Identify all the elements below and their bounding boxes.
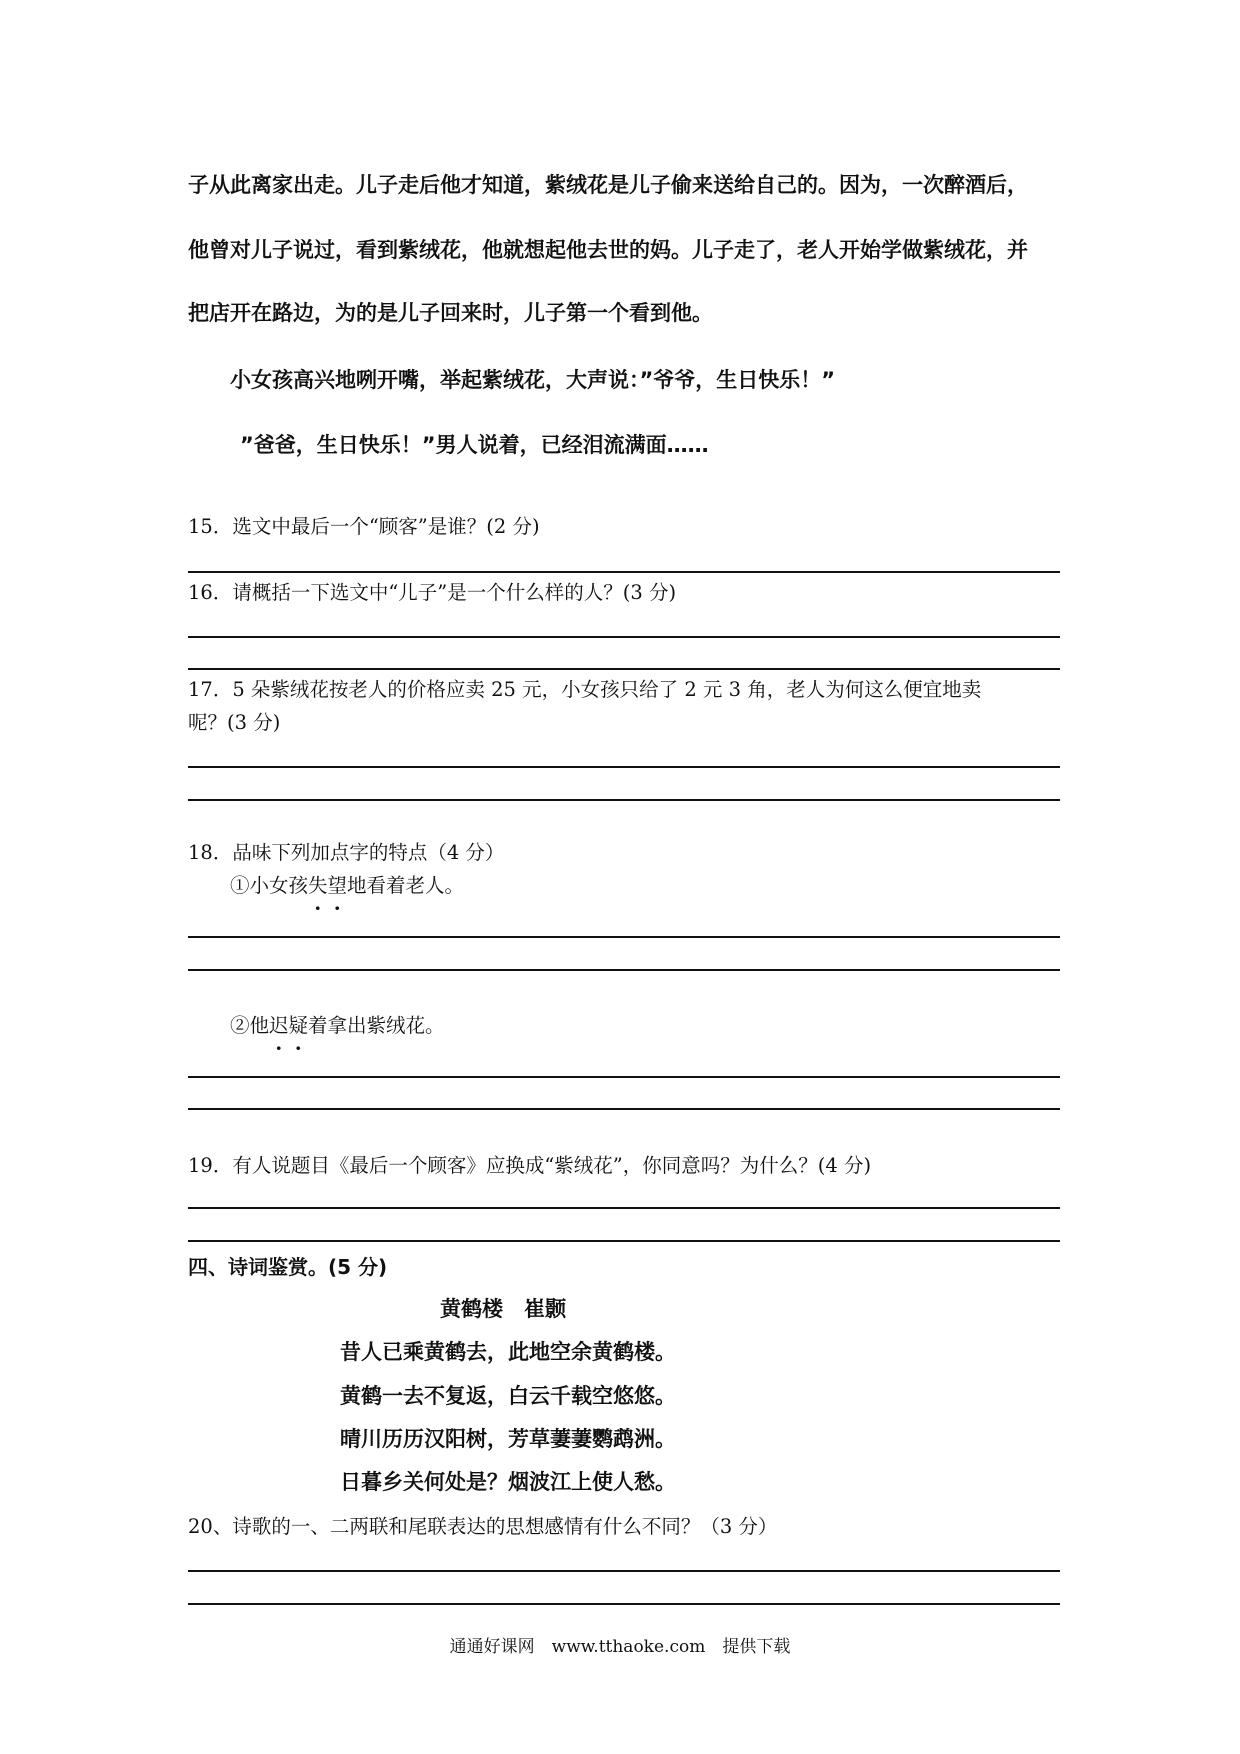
dotted-character: 失 — [308, 874, 328, 897]
story-paragraph-2: 小女孩高兴地咧开嘴，举起紫绒花，大声说：”爷爷，生日快乐！” — [230, 368, 836, 392]
story-paragraph-1-line-2: 他曾对儿子说过，看到紫绒花，他就想起他去世的妈。儿子走了，老人开始学做紫绒花，并 — [188, 238, 1028, 262]
answer-line[interactable] — [188, 1076, 1060, 1078]
question-19: 19．有人说题目《最后一个顾客》应换成“紫绒花”，你同意吗？为什么？(4 分) — [188, 1154, 872, 1177]
poem-line: 黄鹤一去不复返，白云千载空悠悠。 — [340, 1384, 676, 1408]
dotted-character: 望 — [327, 874, 348, 897]
question-18-item-1 — [230, 870, 1102, 902]
story-paragraph-1-line-3: 把店开在路边，为的是儿子回来时，儿子第一个看到他。 — [188, 301, 713, 325]
poem-line: 昔人已乘黄鹤去，此地空余黄鹤楼。 — [340, 1340, 676, 1364]
question-18-item-1-prefix: ①小女孩 — [230, 874, 309, 897]
answer-line[interactable] — [188, 969, 1060, 971]
question-17-line-1: 17．5 朵紫绒花按老人的价格应卖 25 元，小女孩只给了 2 元 3 角，老人为何这么便宜地卖 — [188, 678, 982, 701]
section-4-heading: 四、诗词鉴赏。(5 分) — [188, 1255, 388, 1279]
question-18-item-2 — [230, 1010, 1102, 1042]
poem-line: 日暮乡关何处是？烟波江上使人愁。 — [340, 1470, 676, 1494]
answer-line[interactable] — [188, 766, 1060, 768]
question-15: 15．选文中最后一个“顾客”是谁？(2 分) — [188, 515, 540, 538]
answer-line[interactable] — [188, 1240, 1060, 1242]
dotted-character: 疑 — [288, 1014, 309, 1037]
answer-line[interactable] — [188, 1207, 1060, 1209]
answer-line[interactable] — [188, 668, 1060, 670]
answer-line[interactable] — [188, 1108, 1060, 1110]
poem-title: 黄鹤楼 崔颢 — [440, 1297, 566, 1321]
poem-line: 晴川历历汉阳树，芳草萋萋鹦鹉洲。 — [340, 1427, 676, 1451]
question-18-item-1-suffix: 地看着老人。 — [347, 874, 465, 897]
answer-line[interactable] — [188, 799, 1060, 801]
answer-line[interactable] — [188, 936, 1060, 938]
page-footer: 通通好课网 www.tthaoke.com 提供下载 — [449, 1637, 791, 1657]
story-paragraph-3: ”爸爸，生日快乐！”男人说着，已经泪流满面…… — [240, 433, 709, 457]
answer-line[interactable] — [188, 571, 1060, 573]
answer-line[interactable] — [188, 1570, 1060, 1572]
question-18-item-2-prefix: ②他 — [230, 1014, 270, 1037]
answer-line[interactable] — [188, 636, 1060, 638]
question-17-line-2: 呢？(3 分) — [188, 711, 281, 734]
question-16: 16．请概括一下选文中“儿子”是一个什么样的人？(3 分) — [188, 581, 677, 604]
story-paragraph-1-line-1: 子从此离家出走。儿子走后他才知道，紫绒花是儿子偷来送给自己的。因为，一次醉酒后， — [188, 173, 1028, 197]
question-18-item-2-suffix: 着拿出紫绒花。 — [308, 1014, 445, 1037]
dotted-character: 迟 — [269, 1014, 289, 1037]
question-18: 18．品味下列加点字的特点（4 分） — [188, 841, 505, 864]
question-20: 20、诗歌的一、二两联和尾联表达的思想感情有什么不同？（3 分） — [188, 1515, 778, 1538]
answer-line[interactable] — [188, 1603, 1060, 1605]
